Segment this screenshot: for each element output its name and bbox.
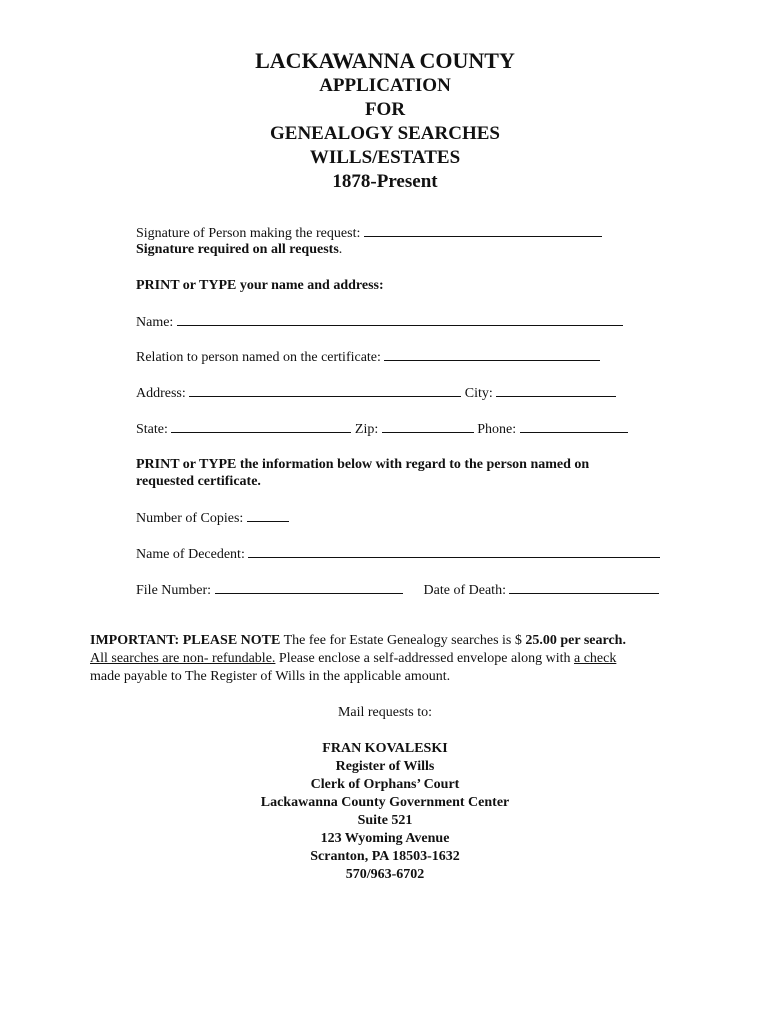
title-genealogy: GENEALOGY SEARCHES [270, 123, 500, 144]
relation-label: Relation to person named on the certificate: [136, 350, 381, 365]
suite-number: Suite 521 [357, 813, 413, 828]
phone-field[interactable] [520, 420, 628, 433]
zip-field[interactable] [382, 420, 474, 433]
county-title: LACKAWANNA COUNTY [255, 48, 515, 73]
mailing-address [0, 740, 770, 884]
decedent-name-label: Name of Decedent: [136, 547, 245, 562]
state-zip-phone-row [136, 420, 628, 439]
check-text: a check [573, 651, 617, 666]
date-of-death-label: Date of Death: [423, 583, 506, 598]
decedent-heading-line1: PRINT or TYPE the information below with regard to the person named on [136, 457, 590, 472]
file-number-label: File Number: [136, 583, 212, 598]
zip-label: Zip: [354, 422, 379, 437]
signature-label: Signature of Person making the request: [136, 226, 361, 241]
register-name: FRAN KOVALESKI [322, 741, 448, 756]
city-state-zip: Scranton, PA 18503-1632 [310, 849, 460, 864]
clerk-title: Clerk of Orphans’ Court [310, 777, 460, 792]
address-field[interactable] [189, 384, 461, 397]
copies-label: Number of Copies: [136, 511, 244, 526]
fee-text: The fee for Estate Genealogy searches is $ [280, 633, 526, 648]
title-date-range: 1878-Present [332, 171, 438, 192]
title-application: APPLICATION [319, 75, 451, 96]
signature-required-period: . [338, 242, 343, 257]
government-center: Lackawanna County Government Center [260, 795, 510, 810]
decedent-name-field[interactable] [248, 545, 660, 558]
street-address: 123 Wyoming Avenue [320, 831, 450, 846]
name-row [136, 313, 623, 332]
name-field[interactable] [177, 313, 623, 326]
payable-text: made payable to The Register of Wills in the applicable amount. [90, 669, 451, 684]
signature-field[interactable] [364, 224, 602, 237]
title-for: FOR [364, 99, 406, 120]
relation-row [136, 348, 600, 367]
copies-field[interactable] [247, 509, 289, 522]
signature-required-row [136, 241, 342, 259]
decedent-name-row [136, 545, 660, 564]
address-row [136, 384, 616, 403]
title-wills-estates: WILLS/ESTATES [309, 147, 461, 168]
state-field[interactable] [171, 420, 351, 433]
phone-number: 570/963-6702 [345, 867, 425, 882]
fee-amount: 25.00 per search. [525, 633, 626, 648]
enclose-text: Please enclose a self-addressed envelope along with [275, 651, 574, 666]
relation-field[interactable] [384, 348, 600, 361]
phone-label: Phone: [477, 422, 517, 437]
signature-required-note: Signature required on all requests [136, 242, 339, 257]
important-label: IMPORTANT: PLEASE NOTE [90, 633, 281, 648]
file-death-row [136, 581, 659, 600]
date-of-death-field[interactable] [509, 581, 659, 594]
requester-heading: PRINT or TYPE your name and address: [136, 278, 384, 293]
non-refundable-text: All searches are non- refundable. [90, 651, 276, 666]
form-title [0, 48, 770, 194]
decedent-heading-line2: requested certificate. [136, 474, 261, 489]
city-label: City: [464, 386, 493, 401]
address-label: Address: [136, 386, 186, 401]
city-field[interactable] [496, 384, 616, 397]
file-number-field[interactable] [215, 581, 403, 594]
state-label: State: [136, 422, 168, 437]
important-notice [90, 632, 690, 686]
register-title: Register of Wills [335, 759, 435, 774]
mail-requests-label: Mail requests to: [337, 705, 433, 720]
copies-row [136, 509, 289, 528]
name-label: Name: [136, 315, 174, 330]
